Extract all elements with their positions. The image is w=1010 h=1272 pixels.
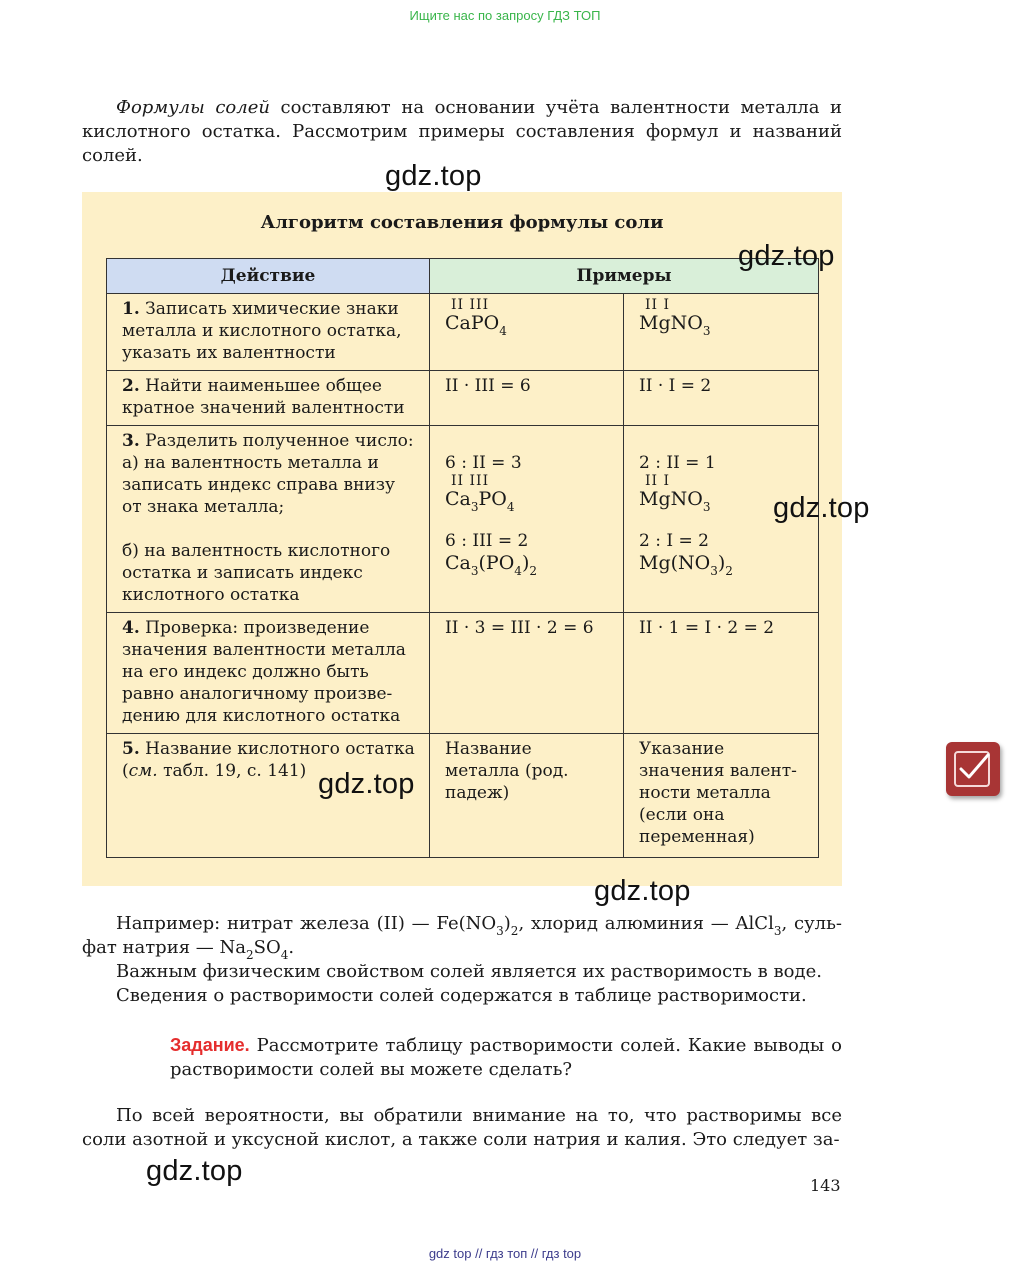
task-text: Рассмотрите таблицу растворимости солей. Какие выводы о растворимости солей вы можете сделать? <box>170 1035 842 1080</box>
watermark: gdz.top <box>385 160 482 192</box>
step-number: 1. <box>122 299 140 319</box>
step-1-action <box>107 294 430 371</box>
example-paragraph: Например: нитрат железа (II) — $Fe(NO_3)_2$, хлорид алюминия — AlCl$_3$, суль-фат натрия — $Na_2SO_4$. <box>82 913 842 962</box>
step-3-example-1: 6 : II = 3 II III $Ca_3PO_4$ 6 : III = 2 $Ca_3(PO_4)_2$ <box>430 426 624 613</box>
table-row <box>107 734 819 858</box>
step-2-action: 2. Найти наименьшее общее кратное значений валентности <box>107 371 430 426</box>
intro-italic-term: Формулы солей <box>116 97 270 118</box>
step-5-example-1: Название металла (род. падеж) <box>430 734 624 858</box>
bottom-links[interactable]: gdz top // гдз топ // гдз top <box>428 1246 582 1261</box>
top-search-link[interactable]: Ищите нас по запросу ГДЗ ТОП <box>409 8 601 23</box>
algorithm-title: Алгоритм составления формулы соли <box>260 212 664 233</box>
watermark: gdz.top <box>773 492 870 524</box>
intro-paragraph <box>82 96 842 168</box>
step-4-example-2: II · 1 = I · 2 = 2 <box>624 613 819 734</box>
watermark: gdz.top <box>738 240 835 272</box>
page-number: 143 <box>810 1176 841 1195</box>
watermark: gdz.top <box>594 875 691 907</box>
table-row <box>107 613 819 734</box>
valence-marks: II III <box>451 297 490 313</box>
step-4-example-1: II · 3 = III · 2 = 6 <box>430 613 624 734</box>
step-1-example-2 <box>624 294 819 371</box>
table-row <box>107 426 819 613</box>
solubility-table-paragraph: Сведения о растворимости солей содержатся в таблице растворимости. <box>116 985 807 1006</box>
step-5-example-2: Указание значения валент-ности металла (если она переменная) <box>624 734 819 858</box>
header-action: Действие <box>107 259 430 294</box>
table-row <box>107 294 819 371</box>
intro-text: составляют на основании учёта валентности металла и кислотного остатка. Рассмотрим примеры составления формул и названий солей. <box>82 97 842 166</box>
conclusion-paragraph: По всей вероятности, вы обратили внимание на то, что растворимы все соли азотной и уксусной кислот, а также соли натрия и калия. Это следует за- <box>82 1105 842 1150</box>
solubility-paragraph: Важным физическим свойством солей является их растворимость в воде. <box>116 961 822 982</box>
step-1-example-1 <box>430 294 624 371</box>
checkmark-icon <box>946 742 1000 796</box>
step-3-example-2: 2 : II = 1 II I MgNO$_3$ 2 : I = 2 $Mg(NO_3)_2$ <box>624 426 819 613</box>
valence-marks: II I <box>645 297 671 313</box>
table-header-row <box>107 259 819 294</box>
task-block <box>170 1033 842 1082</box>
watermark: gdz.top <box>146 1155 243 1187</box>
algorithm-table <box>106 258 819 858</box>
step-4-action: 4. Проверка: произведение значения валентности металла на его индекс должно быть равно аналогичному произве-дению для кислотного остатка <box>107 613 430 734</box>
formula: CaPO$_4$ <box>445 312 507 338</box>
task-label: Задание. <box>170 1035 250 1055</box>
step-2-example-1: II · III = 6 <box>430 371 624 426</box>
header-examples: Примеры <box>430 259 819 294</box>
check-button[interactable] <box>946 742 1000 796</box>
step-2-example-2: II · I = 2 <box>624 371 819 426</box>
watermark: gdz.top <box>318 768 415 800</box>
step-5-action: 5. Название кислотного остатка (см. табл. 19, с. 141) <box>107 734 430 858</box>
table-row <box>107 371 819 426</box>
formula: MgNO$_3$ <box>639 312 711 338</box>
step-3-action: 3. Разделить полученное число: а) на валентность металла и записать индекс справа внизу от знака металла; б) на валентность кислотного остатка и записать индекс кислотного остатка <box>107 426 430 613</box>
step-text: Записать химические знаки металла и кислотного остатка, указать их валентности <box>122 299 402 363</box>
